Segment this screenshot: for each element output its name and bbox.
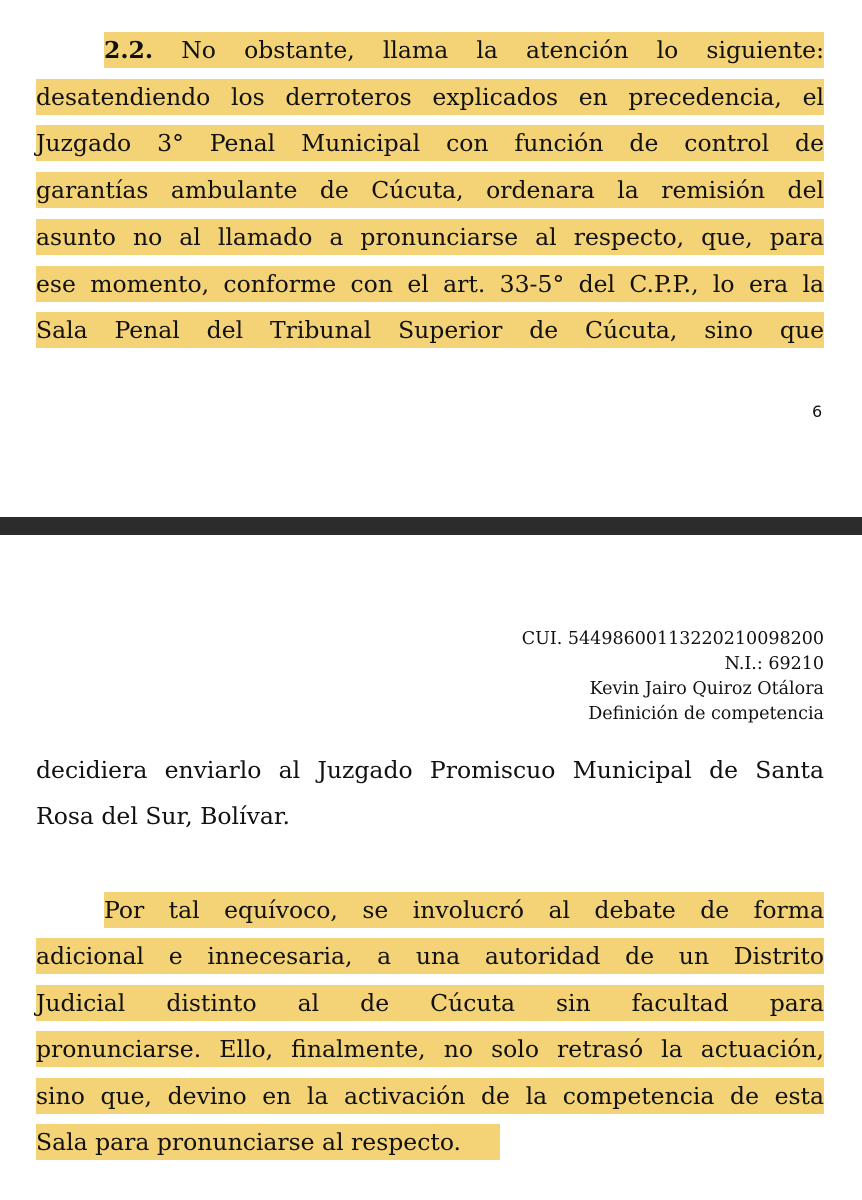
paragraph-number: 2.2. — [104, 36, 154, 64]
header-cui: CUI. 54498600113220210098200 — [521, 629, 824, 649]
text-line: garantías ambulante de Cúcuta, ordenara la remisión del — [36, 172, 824, 208]
header-party: Kevin Jairo Quiroz Otálora — [589, 679, 824, 699]
text-line: 2.2. No obstante, llama la atención lo siguiente: — [104, 32, 824, 68]
header-ni: N.I.: 69210 — [724, 654, 824, 674]
text-line: pronunciarse. Ello, finalmente, no solo retrasó la actuación, — [36, 1031, 824, 1067]
text-line: Juzgado 3° Penal Municipal con función de control de — [36, 125, 824, 161]
text-line: Por tal equívoco, se involucró al debate de forma — [104, 892, 824, 928]
text-line: Sala para pronunciarse al respecto. — [36, 1124, 500, 1160]
text-line: asunto no al llamado a pronunciarse al respecto, que, para — [36, 219, 824, 255]
text-line: Rosa del Sur, Bolívar. — [36, 802, 291, 830]
text-line: ese momento, conforme con el art. 33-5° del C.P.P., lo era la — [36, 266, 824, 302]
text-line: sino que, devino en la activación de la competencia de esta — [36, 1078, 824, 1114]
text-line: Judicial distinto al de Cúcuta sin facultad para — [36, 985, 824, 1021]
page-divider — [0, 517, 862, 535]
header-subject: Definición de competencia — [588, 704, 824, 724]
text-line: adicional e innecesaria, a una autoridad de un Distrito — [36, 938, 824, 974]
text-line: desatendiendo los derroteros explicados en precedencia, el — [36, 79, 824, 115]
text-line: decidiera enviarlo al Juzgado Promiscuo Municipal de Santa — [36, 756, 824, 784]
page-number: 6 — [812, 402, 823, 421]
text-line: Sala Penal del Tribunal Superior de Cúcuta, sino que — [36, 312, 824, 348]
